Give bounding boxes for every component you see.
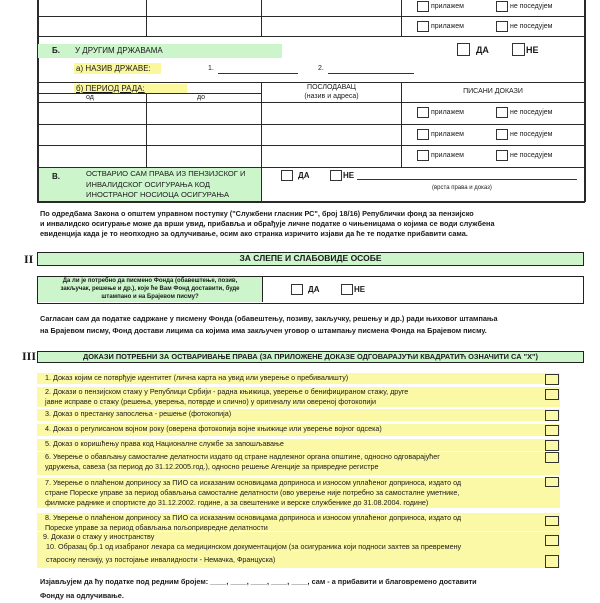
braille-question-line: закључак, решење и др.), које ће Вам Фонд доставити, буде [60,286,240,292]
declaration-line: Фонду на одлучивање. [40,591,124,600]
row-divider [37,124,585,125]
braille-no-label: НЕ [354,285,366,294]
braille-question-line: Да ли је потребно да писмено Фонда (обавештење, позив, [62,278,238,284]
not-owned-label: не поседујем [510,109,553,116]
evidence-item-4 [37,424,560,436]
row-divider [37,16,585,17]
rights-type-caption: (врста права и доказ) [432,185,492,191]
foreign-rights-no-checkbox[interactable] [330,170,342,181]
evidence-item-text: удружења, савеза (за период до 31.12.2005.год.), односно решење Агенције за привредне регистре [45,462,379,471]
braille-consent-line: Сагласан сам да податке садржане у писмену Фонда (обавештењу, позиву, закључку, решењу и др.) ради њиховог штампања [40,314,498,323]
evidence-item-text: филмске раднике и спортисте до 31.12.2002. године, а за свештенике и верске службенике до 31.08.2004. године) [45,498,429,507]
col-divider [146,93,147,167]
legal-notice-line: и инвалидско осигурање може да врши увид, прибавља и обрађује личне податке о чињеницама о којима се води службена [40,219,495,228]
evidence-item-text: 6. Уверење о обављању самосталне делатности издато од стране надлежног органа општине, односно одговарајућег [45,452,440,461]
evidence-item-text: 9. Докази о стажу у иностранству [43,532,155,541]
foreign-rights-yes-checkbox[interactable] [281,170,293,181]
written-proof-label: ПИСАНИ ДОКАЗИ [463,88,523,95]
braille-no-checkbox[interactable] [341,284,353,295]
legal-notice-line: По одредбама Закона о општем управном поступку ("Службени гласник РС", број 18/16) Републички фонд за пензијско [40,209,474,218]
evidence-checkbox-2[interactable] [545,389,559,400]
period-label: б) ПЕРИОД РАДА: [76,84,145,93]
foreign-rights-yes-label: ДА [298,171,310,180]
evidence-item-9-10 [37,532,560,568]
country-2-label: 2. [318,65,324,72]
braille-consent-line: на Брајевом писму, Фонд достави лицима са којима има закључен уговор о штампању писмена Фонда на Брајевом писму. [40,326,487,335]
evidence-item-text: 2. Докази о пензијском стажу у Републици Србији - радна књижица, уверење о бенифицираном стажу, друге [45,387,409,396]
section-2-roman: II [24,252,34,266]
braille-question-line: штампано и на Брајевом писму? [101,294,199,300]
evidence-item-8 [37,513,560,531]
row-divider [37,36,585,37]
braille-question-box [37,276,584,304]
attach-checkbox[interactable] [417,1,429,12]
table-border-right [584,0,586,202]
evidence-checkbox-6[interactable] [545,452,559,463]
abroad-yes-label: ДА [476,45,489,55]
section-b-label: Б. [52,46,60,55]
not-owned-label: не поседујем [510,23,553,30]
to-label: до [197,94,205,101]
col-divider [261,0,262,36]
attach-label: прилажем [431,3,464,10]
evidence-checkbox-9[interactable] [545,535,559,546]
abroad-no-checkbox[interactable] [512,43,525,56]
evidence-item-text: стране Пореске управе за период обављања самосталне делатности (ово уверење није потребно за самосталне уметнике, [45,488,460,497]
legal-notice-line: евиденција када је то неопходно за одлучивање, осим ако странка изричито изјави да ће те податке прибавити сама. [40,229,468,238]
employer-label: ПОСЛОДАВАЦ [307,84,356,91]
section-v-title-line: ИНОСТРАНОГ НОСИОЦА ОСИГУРАЊА [86,190,230,199]
evidence-checkbox-5[interactable] [545,440,559,451]
evidence-item-text: 10. Образац бр.1 од изабраног лекара са медицинском документацијом (за осигураника који подноси захтев за превремену [46,542,462,551]
evidence-item-5 [37,439,560,451]
evidence-checkbox-1[interactable] [545,374,559,385]
not-owned-label: не поседујем [510,131,553,138]
evidence-checkbox-4[interactable] [545,425,559,436]
attach-label: прилажем [431,131,464,138]
country-2-input[interactable] [328,73,414,74]
evidence-checkbox-10[interactable] [545,555,559,568]
row-divider [37,145,585,146]
section-v-title-line: ИНВАЛИДСКОГ ОСИГУРАЊА КОД [86,179,210,189]
country-1-input[interactable] [218,73,298,74]
declaration-line: Изјављујем да ћу податке под редним бројем: ____, ____, ____, ____, ____, сам - а прибавити и благовремено доставити [40,577,477,586]
row-divider [37,102,585,103]
evidence-item-text: 5. Доказ о коришћењу права код Националне службе за запошљавање [45,439,284,448]
foreign-rights-no-label: НЕ [343,171,355,180]
row-divider [37,201,585,203]
section-b-title: У ДРУГИМ ДРЖАВАМА [75,46,163,55]
evidence-item-1 [37,373,560,384]
evidence-item-text: 1. Доказ којим се потврђује идентитет (лична карта на увид или уверење о пребивалишту) [45,373,349,382]
not-owned-checkbox[interactable] [496,150,508,161]
attach-label: прилажем [431,152,464,159]
evidence-checkbox-7[interactable] [545,477,559,487]
section-v-label: В. [52,172,60,181]
braille-question [38,277,263,302]
col-divider [401,0,402,36]
attach-checkbox[interactable] [417,21,429,32]
section-v-title [86,169,246,201]
abroad-yes-checkbox[interactable] [457,43,470,56]
braille-yes-checkbox[interactable] [291,284,303,295]
col-divider [146,0,147,36]
section-3-header: ДОКАЗИ ПОТРЕБНИ ЗА ОСТВАРИВАЊЕ ПРАВА (ЗА ПРИЛОЖЕНЕ ДОКАЗЕ ОДГОВАРАЈУЋИ КВАДРАТИЋ ОЗНАЧИТИ СА "Х") [37,351,584,363]
evidence-item-text: 4. Доказ о регулисаном војном року (оверена фотокопија војне књижице или уверење војног одсека) [45,424,382,433]
evidence-checkbox-3[interactable] [545,410,559,421]
section-2-header: ЗА СЛЕПЕ И СЛАБОВИДЕ ОСОБЕ [37,252,584,266]
evidence-item-2 [37,387,560,407]
evidence-item-3 [37,409,560,421]
evidence-item-6 [37,452,560,475]
not-owned-checkbox[interactable] [496,1,508,12]
evidence-item-text: јавне исправе о стажу (решења, уверења, потврде и слично) у оригиналу или овереној фотокопији [45,397,376,406]
row-divider [37,93,262,94]
evidence-item-text: старосну пензију, уз постојање инвалидности - Немачка, Француска) [46,555,276,564]
legal-notice [40,209,495,239]
declaration [40,575,477,603]
not-owned-checkbox[interactable] [496,21,508,32]
attach-checkbox[interactable] [417,150,429,161]
evidence-item-text: 8. Уверење о плаћеном доприносу за ПИО са исказаним основицама доприноса и износом уплаћеног доприноса, издато од [45,513,462,522]
evidence-item-text: Пореске управе за период обављања пољопривредне делатности [45,523,268,532]
country-label: а) НАЗИВ ДРЖАВЕ: [76,64,151,73]
braille-consent [40,313,498,337]
abroad-no-label: НЕ [526,45,539,55]
not-owned-checkbox[interactable] [496,129,508,140]
section-3-roman: III [22,349,37,363]
not-owned-label: не поседујем [510,3,553,10]
braille-yes-label: ДА [308,285,320,294]
section-v-title-line: ОСТВАРИО САМ ПРАВА ИЗ ПЕНЗИЈСКОГ И [86,169,246,178]
rights-type-input[interactable] [357,179,577,180]
evidence-checkbox-8[interactable] [545,516,559,526]
attach-label: прилажем [431,109,464,116]
country-1-label: 1. [208,65,214,72]
not-owned-checkbox[interactable] [496,107,508,118]
from-label: од [86,94,94,101]
evidence-item-text: 7. Уверење о плаћеном доприносу за ПИО са исказаним основицама доприноса и износом уплаћеног доприноса, издато од [45,478,462,487]
attach-checkbox[interactable] [417,129,429,140]
not-owned-label: не поседујем [510,152,553,159]
attach-checkbox[interactable] [417,107,429,118]
attach-label: прилажем [431,23,464,30]
evidence-item-7 [37,478,560,508]
employer-sub: (назив и адреса) [304,93,359,100]
employer-header [262,83,401,101]
evidence-item-text: 3. Доказ о престанку запослења - решење (фотокопија) [45,409,232,418]
